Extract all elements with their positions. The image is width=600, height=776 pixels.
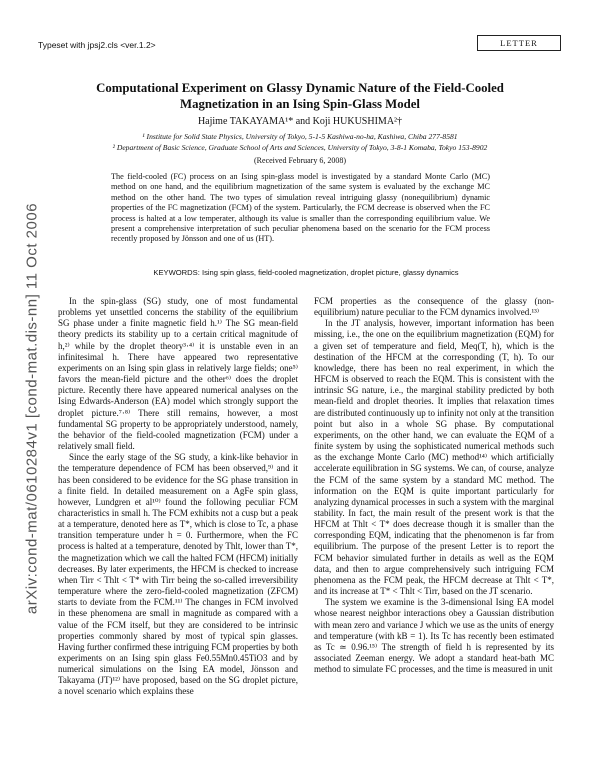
paragraph: In the spin-glass (SG) study, one of most fundamental problems yet unsettled concerns the stability of the equilibrium SG phase under a finite magnetic field h.¹⁾ The SG mean-field theory predicts its stability up to a certain critical magnitude of h,²⁾ while by the droplet theory³·⁴⁾ it is unstable even in an infinitesimal h. There have appeared two representative experiments on an Ising spin glass in relatively large fields; one⁵⁾ favors the mean-field picture and the other⁶⁾ does the droplet picture. Recently there have appeared numerical analyses on the Ising Edwards-Anderson (EA) model which strongly support the droplet picture.⁷·⁸⁾ There still remains, however, a most fundamental SG property to be appropriately understood, namely, the behavior of the field-cooled magnetization (FCM) under a relatively small field. — [58, 296, 298, 452]
typeset-note: Typeset with jpsj2.cls <ver.1.2> — [38, 40, 156, 50]
abstract: The field-cooled (FC) process on an Ising spin-glass model is investigated by a standard Monte Carlo (MC) method on one hand, and the equilibrium magnetization of the same system is evaluated by the exchange MC method on the other hand. The two types of simulation reveal intriguing glassy (nonequilibrium) dynamic properties of the FC magnetization (FCM) of the system. Particularly, the FCM decrease is observed when the FC process is halted at a low temperater, although its value is smaller than the corresponding equilibrium value. We present a comprehensive interpretation of such peculiar phenomena based on the scenario for the FCM process recently proposed by Jönsson and one of us (HT). — [111, 172, 490, 244]
keywords-line — [96, 268, 516, 277]
received-date: (Received February 6, 2008) — [254, 156, 346, 165]
title-line-1: Computational Experiment on Glassy Dynamic Nature of the Field-Cooled — [96, 81, 504, 95]
paragraph: The system we examine is the 3-dimensional Ising EA model whose nearest neighbor interactions obey a Gaussian distribution with mean zero and variance J which we use as the units of energy and temperature (with kB = 1). Its Tc has recently been estimated as Tc ≃ 0.96.¹⁵⁾ The strength of field h is represented by its associated Zeeman energy. We adopt a standard heat-bath MC method to simulate FC processes, and the time is measured in unit — [314, 597, 554, 675]
author-list: Hajime TAKAYAMA¹* and Koji HUKUSHIMA²† — [197, 116, 403, 127]
paragraph: Since the early stage of the SG study, a kink-like behavior in the temperature dependence of FCM has been observed,⁹⁾ and it has been considered to be evidence for the SG phase transition in a finite field. In detailed measurement on a AgFe spin glass, however, Lundgren et al¹⁰⁾ found the following peculiar FCM characteristics in small h. The FCM exhibits not a cusp but a peak at a temperature, denoted here as T*, which is close to Tc, a phase transition temperature under h = 0. Furthermore, when the FC process is halted at a temperature, denoted by Thlt, lower than T*, the magnetization which we call the halted FCM (HFCM) initially decreases. By later experiments, the HFCM is checked to increase when Tirr < Thlt < T* with Tirr being the so-called irreversibility temperature where the zero-field-cooled magnetization (ZFCM) starts to deviate from the FCM.¹¹⁾ The changes in FCM involved in these phenomena are small in magnitude as compared with a value of the FCM itself, but they are considered to be intrinsic properties commonly shared by most of typical spin glasses. Having further confirmed these intriguing FCM properties by both experiments on an Ising spin glass Fe0.55Mn0.45TiO3 and by numerical simulations on the Ising EA model, Jönsson and Takayama (JT)¹²⁾ have proposed, based on the SG droplet picture, a novel scenario which explains these — [58, 452, 298, 697]
paragraph: In the JT analysis, however, important information has been missing, i.e., the one on the equilibrium magnetization (EQM) for a given set of temperature and field, Meq(T, h), which is the destination of the HFCM at the corresponding (T, h). To our knowledge, there has been no real experiment, in which the HFCM is observed to reach the EQM. This is consistent with the intrinsic SG nature, i.e., the marginal stability predicted by both mean-field and droplet theories. It implies that relaxation times are distributed continuously up to infinity not only at the transition point but also in a whole SG phase. By computational experiments, on the other hand, we can evaluate the EQM of a finite system by using the sophisticated numerical methods such as the exchange Monte Carlo (MC) method¹⁴⁾ which artificially accelerate equilibration in SG systems. We can, of course, analyze the FCM of the same system by a standard MC method. The information on the EQM is quite important particularly for analyzing dynamical processes in such a system with the marginal stability. In fact, the main result of the present work is that the HFCM at Thlt < T* does decrease though it is smaller than the corresponding EQM, indicating that the phenomenon is far from equilibrium. The purpose of the present Letter is to report the FCM behavior simulated further in details as well as the EQM data, and then to argue comprehensively such intriguing FCM phenomena as the FCM peak, the HFCM decrease at Thlt < T*, and its increase at T* < Thlt < Tirr, based on the JT scenario. — [314, 318, 554, 597]
body-column-right — [314, 296, 554, 675]
affiliation-2: ² Department of Basic Science, Graduate School of Arts and Sciences, University of Tokyo, 3-8-1 Komaba, Tokyo 153-8902 — [112, 143, 488, 152]
paper-title — [72, 80, 528, 112]
arxiv-identifier: arXiv:cond-mat/0610284v1 [cond-mat.dis-nn] 11 Oct 2006 — [23, 202, 41, 615]
affiliation-1: ¹ Institute for Solid State Physics, University of Tokyo, 5-1-5 Kashiwa-no-ha, Kashiwa, Chiba 277-8581 — [142, 132, 458, 141]
letter-label: LETTER — [477, 35, 561, 51]
keywords-list: Ising spin glass, field-cooled magnetization, droplet picture, glassy dynamics — [201, 268, 459, 277]
title-line-2: Magnetization in an Ising Spin-Glass Model — [180, 97, 420, 111]
keywords-label: KEYWORDS: — [153, 268, 200, 277]
body-column-left — [58, 296, 298, 698]
paragraph: FCM properties as the consequence of the glassy (non-equilibrium) nature peculiar to the FCM dynamics involved.¹³⁾ — [314, 296, 554, 318]
affiliations — [60, 131, 540, 153]
